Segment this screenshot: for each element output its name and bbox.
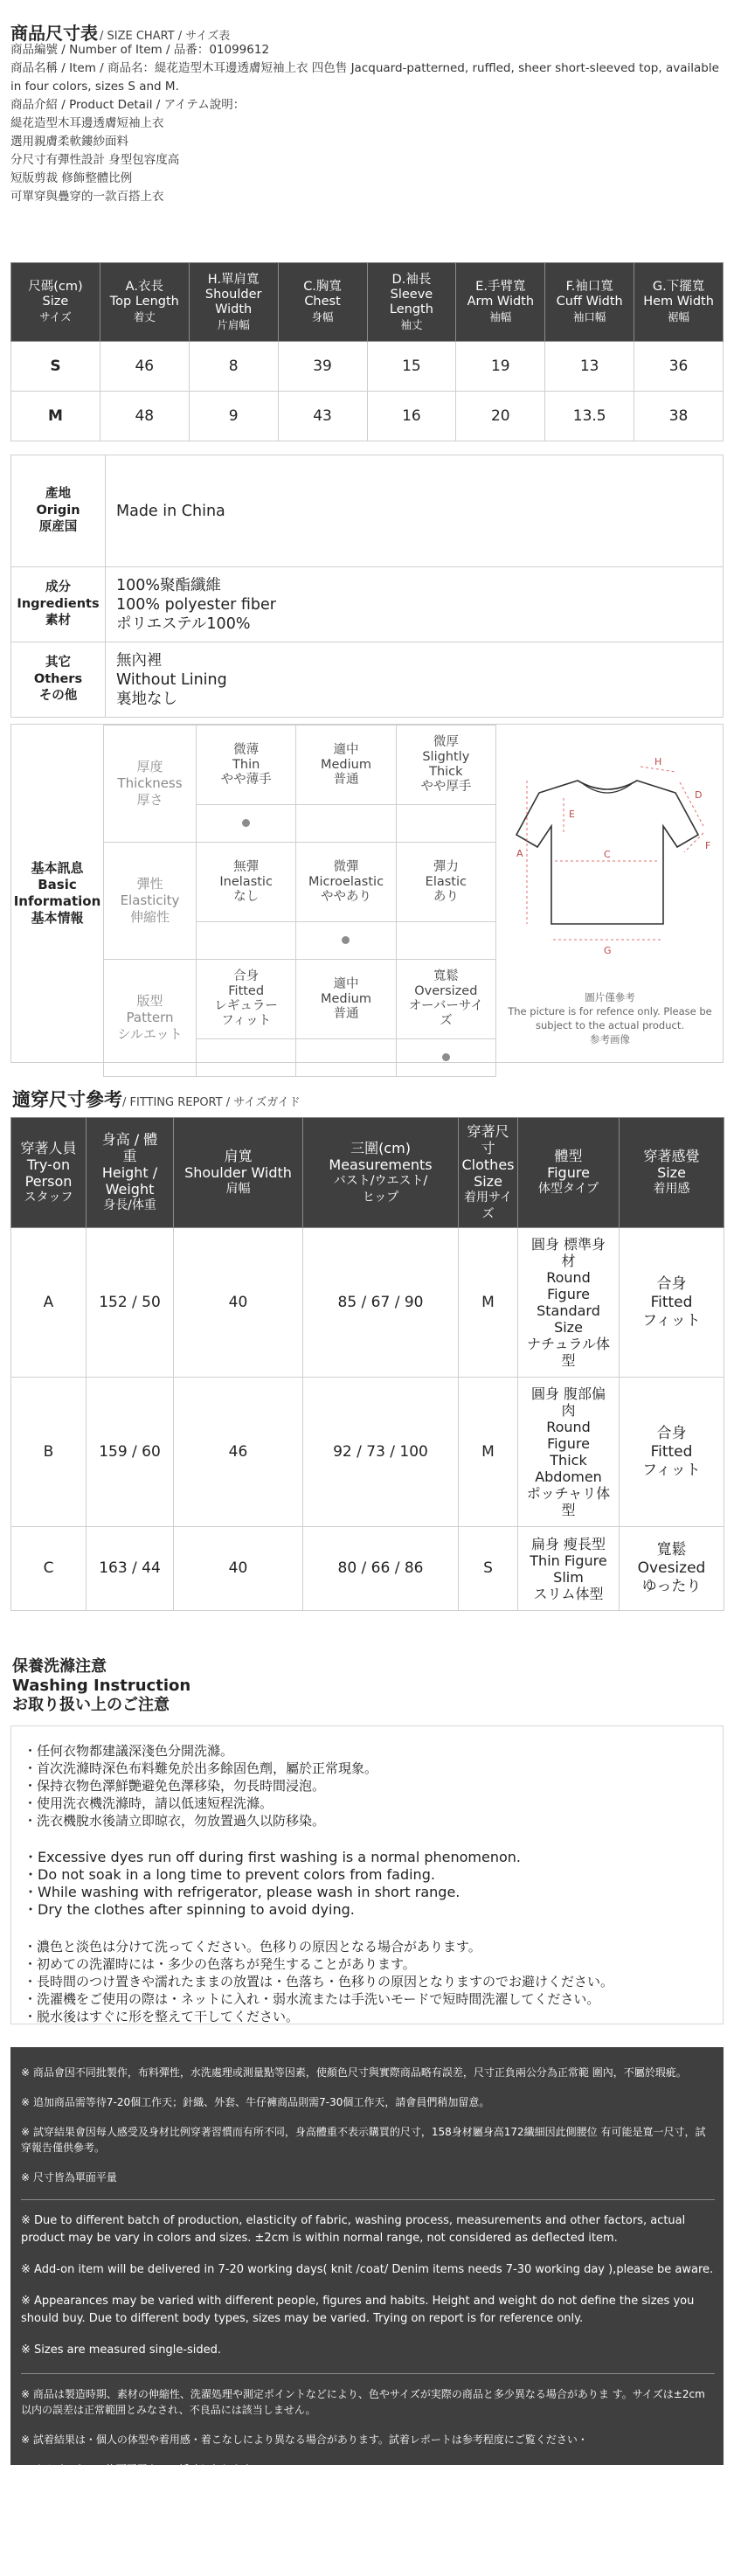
washing-en: ・Excessive dyes run off during first washing is a normal phenomenon. ・Do not soak in a long time to prevent colors from fading. ・While washing with refrigerator, please wash in short range. ・Dry the clothes after spinning to avoid dying. <box>24 1849 521 1918</box>
fitting-row <box>11 1228 724 1378</box>
col-header-arm-width: E.手臂寬 Arm Width 袖幅 <box>456 263 545 342</box>
measurements-cell: 85 / 67 / 90 <box>303 1228 459 1378</box>
origin-label: 產地 Origin 原産国 <box>11 455 106 567</box>
size-row <box>11 392 724 441</box>
indicator-cell <box>197 805 296 843</box>
divider <box>21 2373 715 2374</box>
indicator-cell <box>396 1039 495 1077</box>
basic-info-label: 基本訊息 Basic Information 基本情報 <box>13 860 101 926</box>
indicator-cell <box>296 1039 396 1077</box>
size-label: M <box>11 392 100 441</box>
size-cell: 46 <box>100 342 189 392</box>
ingredients-label: 成分 Ingredients 素材 <box>11 567 106 642</box>
diagram-letter: E <box>569 809 575 820</box>
clothes-size-cell: S <box>459 1527 518 1611</box>
diagram-letter: A <box>516 848 523 859</box>
col-header-clothes-size: 穿著尺 寸 Clothes Size 着用サイ ズ <box>459 1118 518 1228</box>
washing-zh: ・任何衣物都建議深淺色分開洗滌。 ・首次洗滌時深色布料難免於出多餘固色劑，屬於正常現象。 ・保持衣物色澤鮮艷避免色澤移染，勿長時間浸泡。 ・使用洗衣機洗滌時，請以低速短程洗滌。 ・洗衣機脫水後請立即晾衣，勿放置過久以防移染。 <box>24 1743 378 1829</box>
pattern-label: 版型 Pattern シルエット <box>104 960 197 1077</box>
fitting-row <box>11 1527 724 1611</box>
diagram-letter: F <box>705 840 711 851</box>
note-en: ※ Appearances may be varied with different people, figures and habits. Height and weight do not define the sizes you should buy. Due to different body types, sizes may be varied. Trying on report is for reference only. <box>21 2295 695 2325</box>
size-chart-table <box>10 262 724 441</box>
note-zh: ※ 試穿結果會因每人感受及身材比例穿著習慣而有所不同，身高體重不表示購買的尺寸，158身材屬身高172纖細因此側腰位 有可能是寬一尺寸，試穿報告僅供參考。 <box>21 2126 706 2154</box>
size-cell: 13 <box>545 342 634 392</box>
indicator-cell <box>296 922 396 960</box>
size-cell: 39 <box>278 342 367 392</box>
size-cell: 43 <box>278 392 367 441</box>
info-line: 商品介紹 / Product Detail / アイテム說明： <box>10 98 246 112</box>
washing-instructions <box>10 1725 724 2024</box>
page-subtitle: / SIZE CHART / サイズ表 <box>100 30 231 43</box>
shoulder-cell: 40 <box>174 1228 303 1378</box>
info-line: 緹花造型木耳邊透膚短袖上衣 <box>10 116 164 130</box>
basic-info-section <box>10 724 724 1063</box>
others-value: 無內裡 Without Lining 裏地なし <box>106 642 724 718</box>
others-label: 其它 Others その他 <box>11 642 106 718</box>
diagram-letter: G <box>604 945 612 956</box>
basic-info-grid <box>103 725 496 1077</box>
feel-cell: 合身 Fitted フィット <box>620 1378 724 1527</box>
divider <box>21 2199 715 2200</box>
fitting-subtitle: / FITTING REPORT / サイズガイド <box>122 1096 301 1109</box>
note-en: ※ Add-on item will be delivered in 7-20 working days( knit /coat/ Denim items needs 7-30 working day ),please be aware. <box>21 2263 714 2276</box>
option-thin: 微薄 Thin やや薄手 <box>197 726 296 805</box>
product-properties-table <box>10 455 724 718</box>
size-chart-header-row <box>11 263 724 342</box>
info-line: 分尺寸有彈性設計 身型包容度高 <box>10 153 180 167</box>
col-header-top-length: A.衣長 Top Length 着丈 <box>100 263 189 342</box>
size-cell: 48 <box>100 392 189 441</box>
height-weight-cell: 163 / 44 <box>87 1527 174 1611</box>
note-en: ※ Sizes are measured single-sided. <box>21 2343 222 2357</box>
measurements-cell: 80 / 66 / 86 <box>303 1527 459 1611</box>
info-line: 商品名稱 / Item / 商品名：緹花造型木耳邊透膚短袖上衣 四色售 Jacquard-patterned, ruffled, sheer short-sleeved top, available in four colors, sizes S and M. <box>10 61 719 94</box>
col-header-size-feel: 穿著感覺 Size 着用感 <box>620 1118 724 1228</box>
note-zh: ※ 尺寸皆為單面平量 <box>21 2171 117 2184</box>
shoulder-cell: 40 <box>174 1527 303 1611</box>
size-cell: 20 <box>456 392 545 441</box>
measurement-diagram <box>501 730 719 1059</box>
height-weight-cell: 159 / 60 <box>87 1378 174 1527</box>
indicator-cell <box>396 805 495 843</box>
figure-cell: 圓身 標準身 材 Round Figure Standard Size ナチュラル体 型 <box>518 1228 620 1378</box>
fitting-header-row <box>11 1118 724 1228</box>
feel-cell: 合身 Fitted フィット <box>620 1228 724 1378</box>
indicator-cell <box>197 922 296 960</box>
elasticity-label: 彈性 Elasticity 伸縮性 <box>104 843 197 960</box>
clothes-size-cell: M <box>459 1378 518 1527</box>
size-label: S <box>11 342 100 392</box>
size-cell: 38 <box>634 392 724 441</box>
note-zh: ※ 商品會因不同批製作，布料彈性，水洗處理或測量點等因素，使顏色尺寸與實際商品略有誤差，尺寸正負兩公分為正常範 圍內，不屬於瑕疵。 <box>21 2066 687 2079</box>
info-line: 商品編號 / Number of Item / 品番：01099612 <box>10 43 270 57</box>
col-header-height-weight: 身高 / 體 重 Height / Weight 身長/体重 <box>87 1118 174 1228</box>
ingredients-row <box>11 567 724 642</box>
page-title: 商品尺寸表 <box>10 23 98 44</box>
selected-dot-icon <box>242 819 250 827</box>
size-cell: 16 <box>367 392 456 441</box>
col-header-sleeve-length: D.袖長 Sleeve Length 袖丈 <box>367 263 456 342</box>
info-line: 選用親膚柔軟鏤紗面料 <box>10 135 128 149</box>
measurements-cell: 92 / 73 / 100 <box>303 1378 459 1527</box>
person-cell: A <box>11 1228 87 1378</box>
fitting-table <box>10 1117 724 1611</box>
diagram-letter: D <box>695 789 703 801</box>
person-cell: C <box>11 1527 87 1611</box>
figure-cell: 扁身 瘦長型 Thin Figure Slim スリム体型 <box>518 1527 620 1611</box>
figure-cell: 圓身 腹部偏 肉 Round Figure Thick Abdomen ポッチャリ体 型 <box>518 1378 620 1527</box>
col-header-shoulder-width: H.單肩寬 Shoulder Width 片肩幅 <box>189 263 278 342</box>
clothes-size-cell: M <box>459 1228 518 1378</box>
elasticity-options-row <box>104 843 496 922</box>
shoulder-cell: 46 <box>174 1378 303 1527</box>
indicator-cell <box>296 805 396 843</box>
notes-box <box>10 2047 724 2475</box>
info-line: 可單穿與疊穿的一款百搭上衣 <box>10 190 164 204</box>
washing-jp: ・濃色と淡色は分けて洗ってください。色移りの原因となる場合があります。 ・初めての洗濯時には・多少の色落ちが発生することがあります。 ・長時間のつけ置きや濡れたままの放置は・色落ち・色移りの原因となりますのでお避けください。 ・洗濯機をご使用の際は・ネットに入れ・弱水流または手洗いモードで短時間洗濯してください。 ・脱水後はすぐに形を整えて干してください。 <box>24 1939 614 2024</box>
option-elastic: 彈力 Elastic あり <box>396 843 495 922</box>
diagram-letter: H <box>654 756 662 767</box>
fitting-row <box>11 1378 724 1527</box>
size-cell: 8 <box>189 342 278 392</box>
selected-dot-icon <box>342 936 350 944</box>
option-medium: 適中 Medium 普通 <box>296 726 396 805</box>
option-microelastic: 微彈 Microelastic ややあり <box>296 843 396 922</box>
size-cell: 9 <box>189 392 278 441</box>
size-cell: 13.5 <box>545 392 634 441</box>
col-header-person: 穿著人員 Try-on Person スタッフ <box>11 1118 87 1228</box>
option-slightly-thick: 微厚 Slightly Thick やや厚手 <box>396 726 495 805</box>
indicator-cell <box>396 922 495 960</box>
col-header-chest: C.胸寬 Chest 身幅 <box>278 263 367 342</box>
size-cell: 36 <box>634 342 724 392</box>
col-header-shoulder: 肩寬 Shoulder Width 肩幅 <box>174 1118 303 1228</box>
selected-dot-icon <box>442 1053 450 1061</box>
height-weight-cell: 152 / 50 <box>87 1228 174 1378</box>
size-cell: 19 <box>456 342 545 392</box>
tshirt-diagram-icon <box>501 730 719 983</box>
diagram-letter: C <box>604 849 611 860</box>
col-header-cuff-width: F.袖口寬 Cuff Width 袖口幅 <box>545 263 634 342</box>
note-en: ※ Due to different batch of production, elasticity of fabric, washing process, measurements and other factors, actual product may be vary in colors and sizes. ±2cm is within normal range, not considered as deflected item. <box>21 2214 686 2245</box>
size-cell: 15 <box>367 342 456 392</box>
note-jp: ※ サイズはすべて片面平置きでの採寸となります。 <box>21 2463 262 2475</box>
option-fitted: 合身 Fitted レギュラー フィット <box>197 960 296 1039</box>
option-inelastic: 無彈 Inelastic なし <box>197 843 296 922</box>
thickness-options-row <box>104 726 496 805</box>
origin-row <box>11 455 724 567</box>
option-oversized: 寬鬆 Oversized オーバーサイ ズ <box>396 960 495 1039</box>
indicator-cell <box>197 1039 296 1077</box>
others-row <box>11 642 724 718</box>
diagram-caption: 圖片僅參考 The picture is for refence only. Please be subject to the actual product. 参考画像 <box>508 991 712 1045</box>
thickness-label: 厚度 Thickness 厚さ <box>104 726 197 843</box>
note-jp: ※ 試着結果は・個人の体型や着用感・着こなしにより異なる場合があります。試着レポートは参考程度にご覧ください・ <box>21 2434 588 2446</box>
fitting-title: 適穿尺寸參考 <box>12 1089 122 1110</box>
pattern-options-row <box>104 960 496 1039</box>
origin-value: Made in China <box>106 455 724 567</box>
size-row <box>11 342 724 392</box>
col-header-figure: 體型 Figure 体型タイプ <box>518 1118 620 1228</box>
col-header-hem-width: G.下擺寬 Hem Width 裾幅 <box>634 263 724 342</box>
feel-cell: 寬鬆 Ovesized ゆったり <box>620 1527 724 1611</box>
col-header-size: 尺碼(cm) Size サイズ <box>11 263 100 342</box>
note-jp: ※ 商品は製造時期、素材の伸縮性、洗濯処理や測定ポイントなどにより、色やサイズが実際の商品と多少異なる場合がありま す。サイズは±2cm以内の誤差は正常範囲とみなされ、不良品には該当しません。 <box>21 2388 705 2416</box>
product-info <box>10 41 723 206</box>
col-header-measurements: 三圍(cm) Measurements バスト/ウエスト/ ヒップ <box>303 1118 459 1228</box>
note-zh: ※ 追加商品需等待7-20個工作天；針織、外套、牛仔褲商品則需7-30個工作天，請會員們稍加留意。 <box>21 2096 490 2108</box>
fitting-heading <box>12 1086 301 1112</box>
washing-heading: 保養洗滌注意 Washing Instruction お取り扱い上のご注意 <box>12 1657 191 1714</box>
person-cell: B <box>11 1378 87 1527</box>
info-line: 短版剪裁 修飾整體比例 <box>10 171 133 185</box>
option-medium-fit: 適中 Medium 普通 <box>296 960 396 1039</box>
ingredients-value: 100%聚酯纖維 100% polyester fiber ポリエステル100% <box>106 567 724 642</box>
